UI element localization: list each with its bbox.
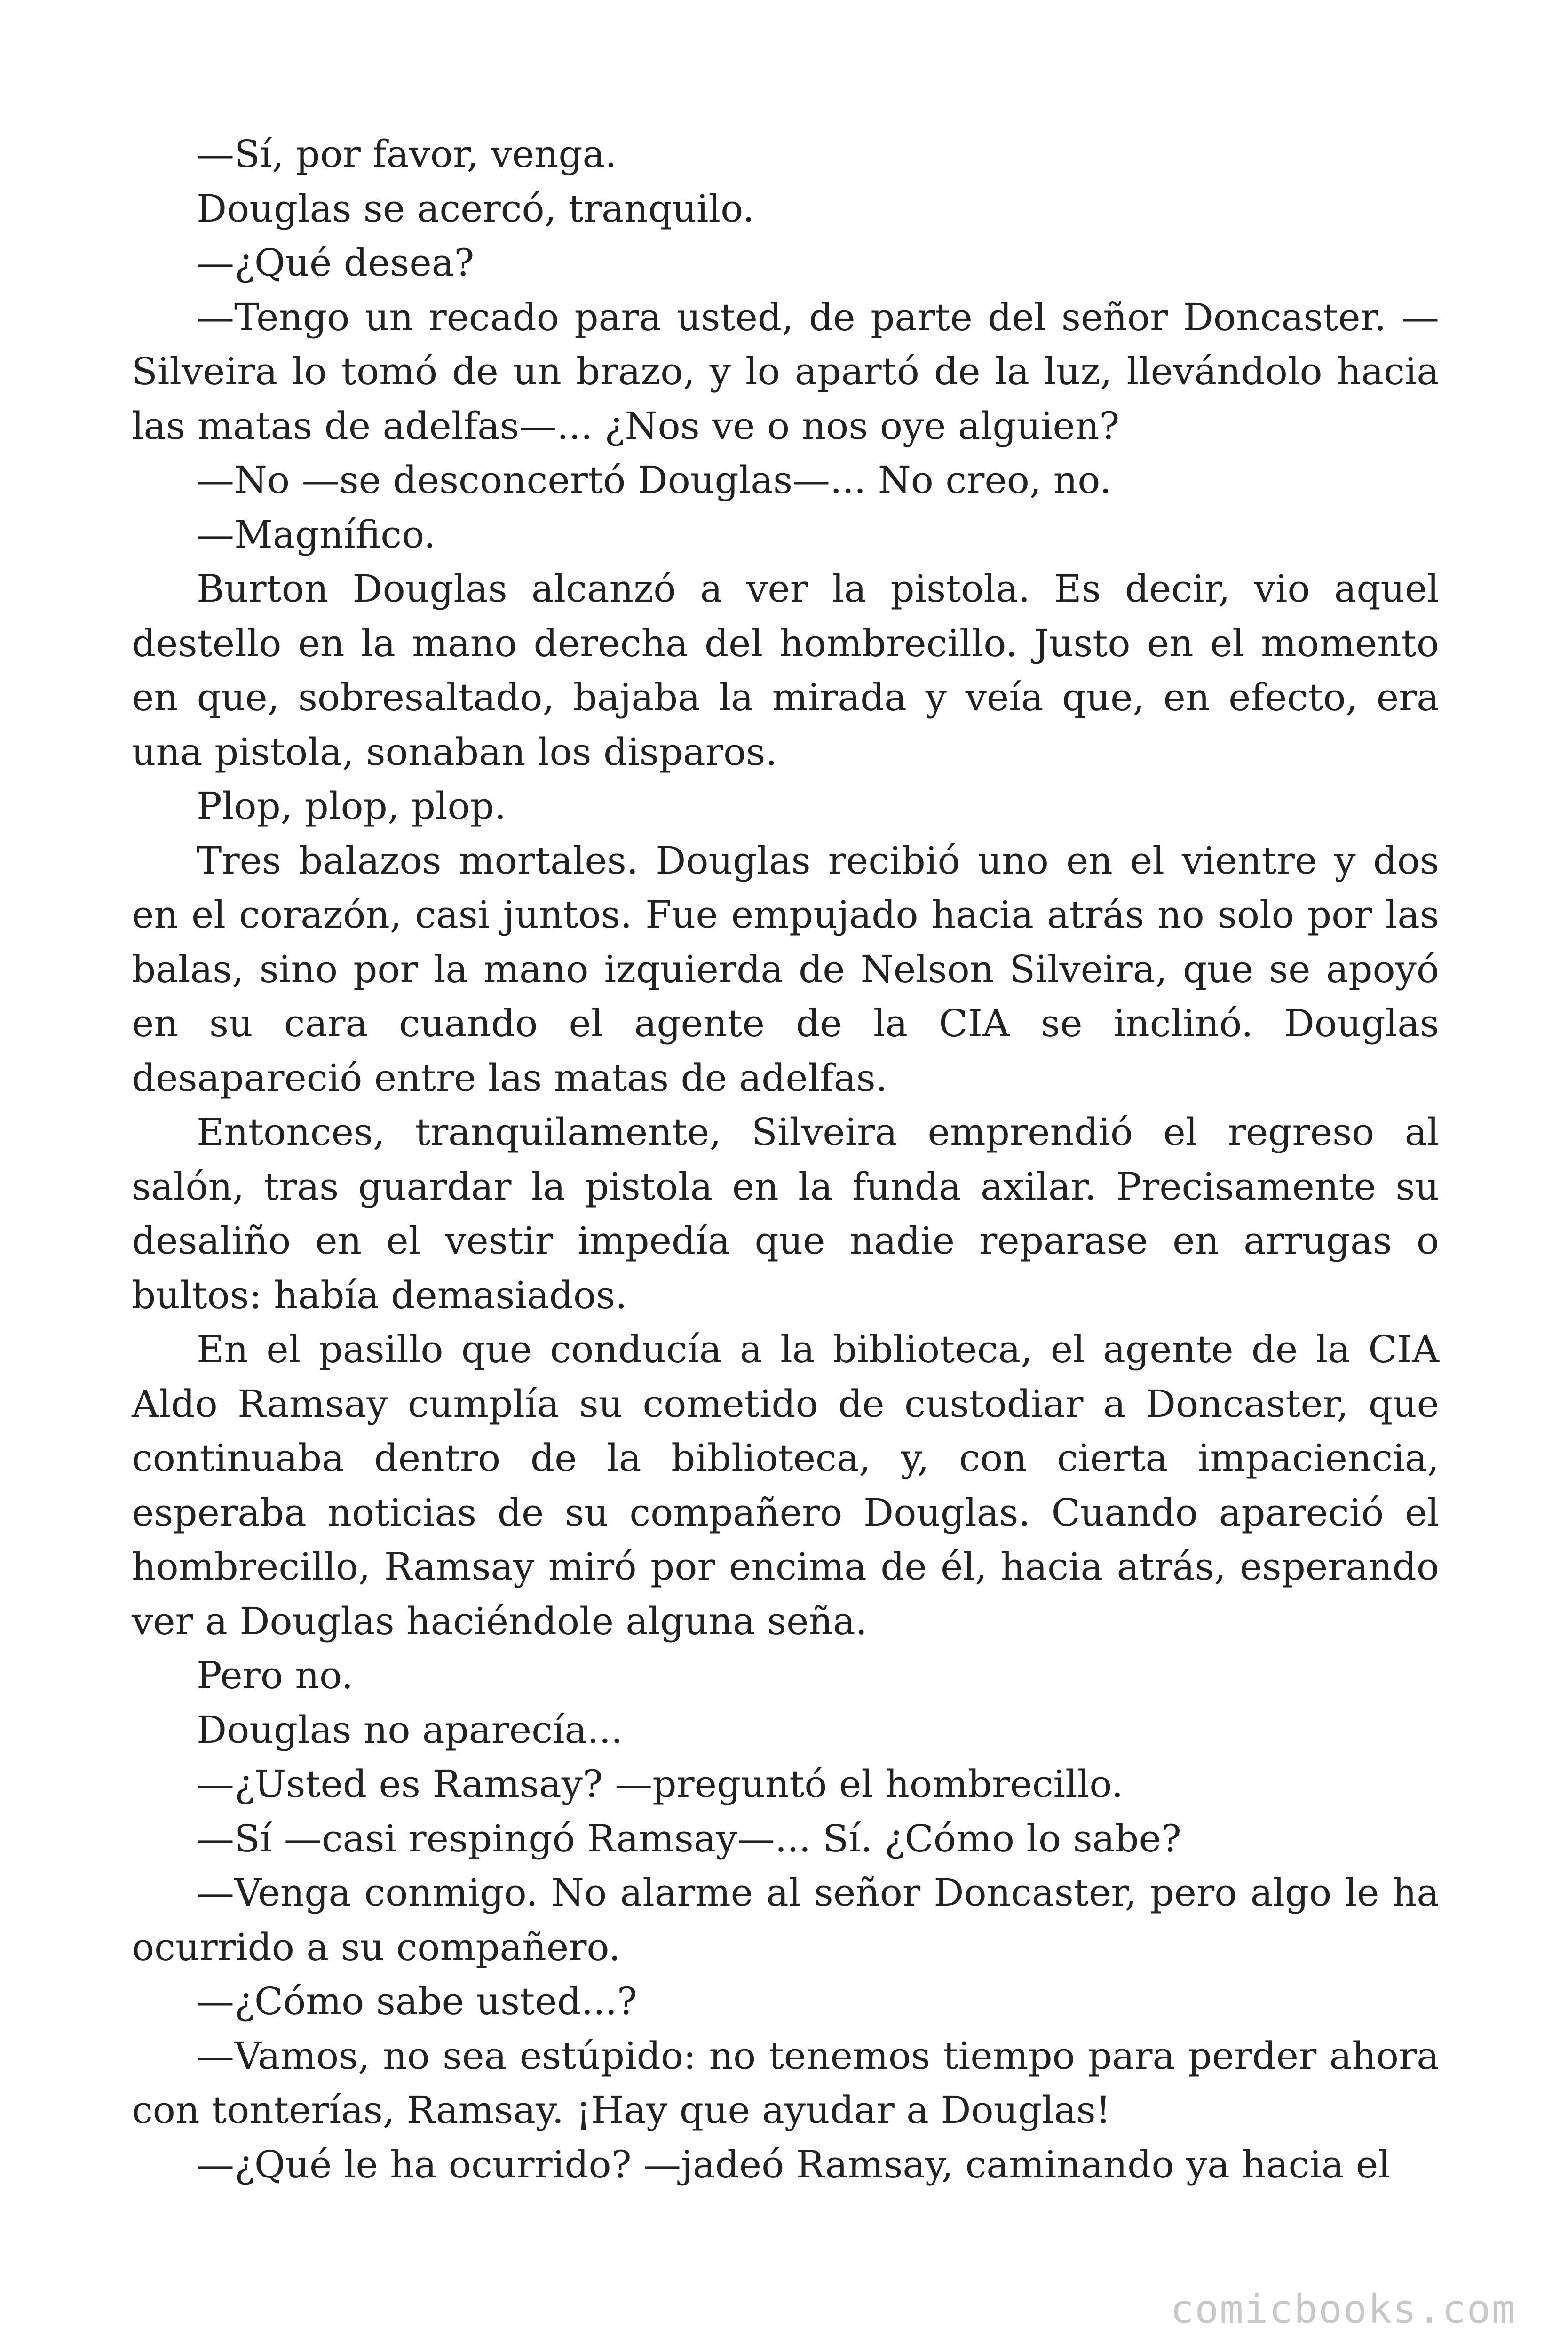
paragraph: —¿Cómo sabe usted...? (197, 1979, 637, 2023)
paragraph: En el pasillo que conducía a la biblioteca, el agente de la CIA Aldo Ramsay cumplía su cometido de custodiar a Doncaster, que continuaba dentro de la biblioteca, y, con cierta impaciencia, esperaba noticias de su compañero Douglas. Cuando apareció el hombrecillo, Ramsay miró por encima de él, hacia atrás, esperando ver a Douglas haciéndole alguna seña. (132, 1327, 1439, 1643)
paragraph: —Sí —casi respingó Ramsay—... Sí. ¿Cómo lo sabe? (197, 1816, 1181, 1860)
paragraph: —Tengo un recado para usted, de parte del señor Doncaster. —Silveira lo tomó de un brazo, y lo apartó de la luz, llevándolo hacia las matas de adelfas—... ¿Nos ve o nos oye alguien? (132, 295, 1439, 448)
document-body (132, 127, 1439, 2192)
paragraph: Tres balazos mortales. Douglas recibió uno en el vientre y dos en el corazón, casi juntos. Fue empujado hacia atrás no solo por las balas, sino por la mano izquierda de Nelson Silveira, que se apoyó en su cara cuando el agente de la CIA se inclinó. Douglas desapareció entre las matas de adelfas. (132, 838, 1439, 1100)
paragraph: Douglas no aparecía... (197, 1708, 623, 1752)
paragraph: Plop, plop, plop. (197, 784, 507, 828)
paragraph: —Sí, por favor, venga. (197, 132, 617, 176)
paragraph: —Magnífico. (197, 512, 436, 556)
paragraph: —Venga conmigo. No alarme al señor Doncaster, pero algo le ha ocurrido a su compañero. (132, 1871, 1439, 1969)
paragraph: —No —se desconcertó Douglas—... No creo, no. (197, 458, 1112, 502)
paragraph: —¿Qué desea? (197, 241, 475, 285)
paragraph: —¿Usted es Ramsay? —preguntó el hombrecillo. (197, 1762, 1124, 1806)
paragraph: —Vamos, no sea estúpido: no tenemos tiempo para perder ahora con tonterías, Ramsay. ¡Hay que ayudar a Douglas! (132, 2034, 1439, 2132)
paragraph: Entonces, tranquilamente, Silveira emprendió el regreso al salón, tras guardar la pistola en la funda axilar. Precisamente su desaliño en el vestir impedía que nadie reparase en arrugas o bultos: había demasiados. (132, 1110, 1439, 1317)
paragraph: Pero no. (197, 1653, 354, 1697)
paragraph: —¿Qué le ha ocurrido? —jadeó Ramsay, caminando ya hacia el (197, 2142, 1390, 2186)
paragraph: Burton Douglas alcanzó a ver la pistola. Es decir, vio aquel destello en la mano derecha del hombrecillo. Justo en el momento en que, sobresaltado, bajaba la mirada y veía que, en efecto, era una pistola, sonaban los disparos. (132, 567, 1439, 774)
paragraph: Douglas se acercó, tranquilo. (197, 186, 755, 230)
watermark: comicbooks.com (1170, 2286, 1516, 2332)
